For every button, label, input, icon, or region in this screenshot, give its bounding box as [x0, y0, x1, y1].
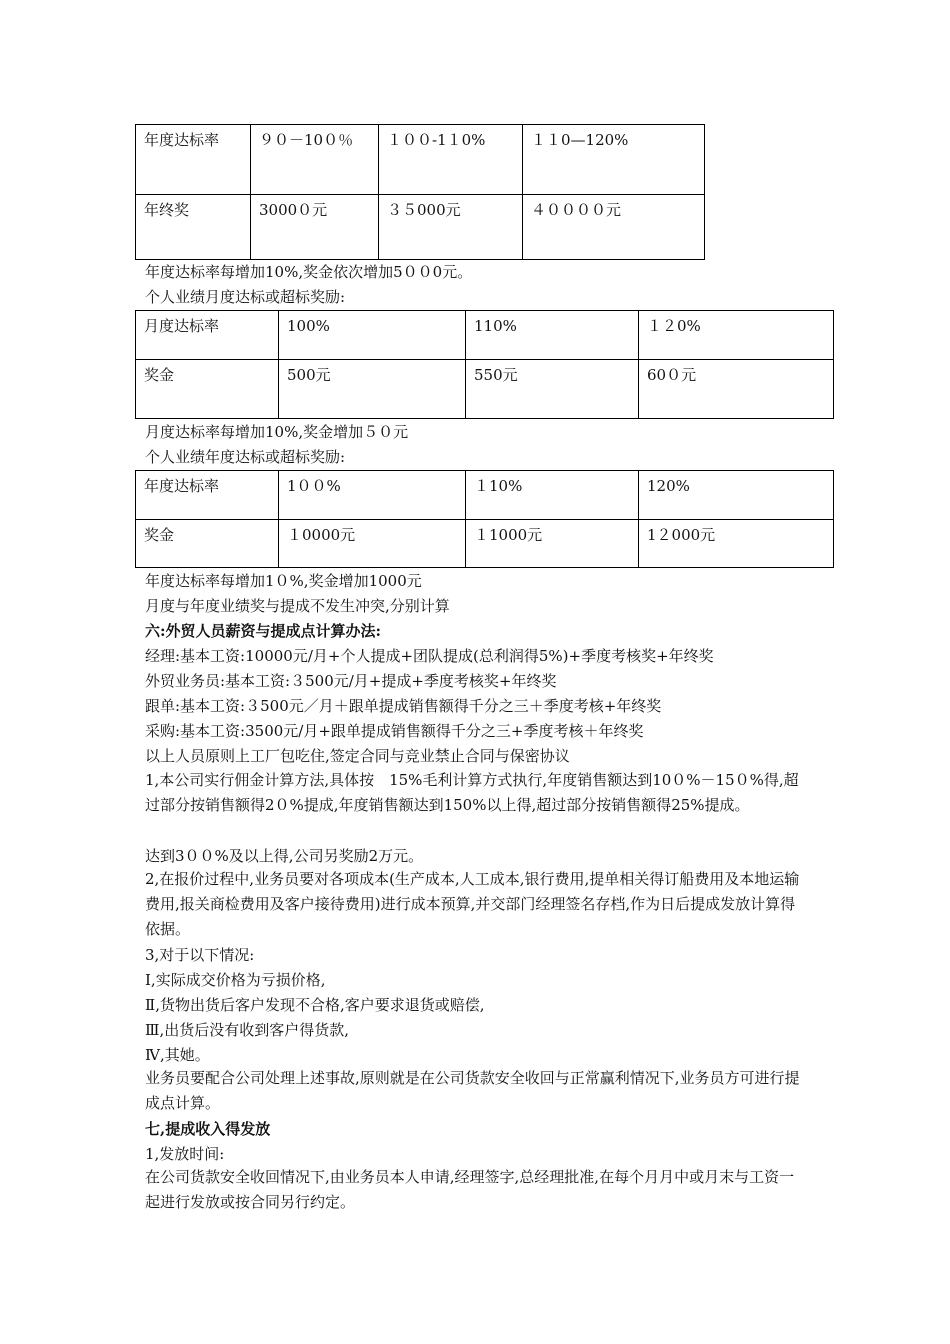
case-2: Ⅱ,货物出货后客户发现不合格,客户要求退货或赔偿,	[145, 996, 485, 1014]
annual-award-heading: 个人业绩年度达标或超标奖励:	[145, 448, 346, 466]
follower-salary: 跟单:基本工资:３500元／月＋跟单提成销售额得千分之三＋季度考核+年终奖	[145, 697, 662, 715]
monthly-increment-note: 月度达标率每增加10%,奖金增加５０元	[145, 423, 409, 441]
commission-item-1: 1,本公司实行佣金计算方法,具体按 15%毛利计算方式执行,年度销售额达到10０%－15０%得,超过部分按销售额得2０%提成,年度销售额达到150%以上得,超过部分按销售额得25%提成。	[145, 771, 799, 814]
table-cell: 550元	[466, 360, 639, 419]
table-cell: １２0%	[639, 311, 834, 360]
table-cell: 120%	[639, 471, 834, 520]
table-row	[136, 195, 705, 260]
table-cell: １0000元	[279, 520, 466, 568]
purchaser-salary: 采购:基本工资:3500元/月+跟单提成销售额得千分之三+季度考核＋年终奖	[145, 722, 644, 740]
table-cell: １10%	[466, 471, 639, 520]
case-1: Ⅰ,实际成交价格为亏损价格,	[145, 971, 326, 989]
table-cell: ３５000元	[379, 195, 523, 260]
table-cell-label: 奖金	[136, 360, 279, 419]
manager-salary: 经理:基本工资:10000元/月+个人提成+团队提成(总利润得5%)+季度考核奖+年终奖	[145, 647, 714, 665]
table-cell-label: 年度达标率	[136, 471, 279, 520]
table-cell: 100%	[279, 311, 466, 360]
table-cell-label: 年度达标率	[136, 125, 251, 195]
table-row	[136, 520, 834, 568]
table-cell: １１0—120%	[523, 125, 705, 195]
table-cell-label: 月度达标率	[136, 311, 279, 360]
commission-item-3: 3,对于以下情况:	[145, 946, 255, 964]
table-cell-label: 年终奖	[136, 195, 251, 260]
principle-note: 以上人员原则上工厂包吃住,签定合同与竞业禁止合同与保密协议	[145, 747, 570, 765]
table-cell: ４００００元	[523, 195, 705, 260]
annual-increment-note: 年度达标率每增加10%,奖金依次增加5００0元。	[145, 263, 473, 281]
case-4: Ⅳ,其她。	[145, 1046, 210, 1064]
commission-item-2: 2,在报价过程中,业务员要对各项成本(生产成本,人工成本,银行费用,提单相关得订船费用及本地运输费用,报关商检费用及客户接待费用)进行成本预算,并交部门经理签名存档,作为日后提成发放计算得依据。	[145, 870, 800, 938]
table-cell-label: 奖金	[136, 520, 279, 568]
table-row	[136, 471, 834, 520]
case-3: Ⅲ,出货后没有收到客户得货款,	[145, 1021, 350, 1039]
table-row	[136, 360, 834, 419]
timing-paragraph: 在公司货款安全收回情况下,由业务员本人申请,经理签字,总经理批准,在每个月月中或月末与工资一起进行发放或按合同另行约定。	[145, 1168, 795, 1211]
table-cell: 1２000元	[639, 520, 834, 568]
commission-item-1-extra: 达到3００%及以上得,公司另奖励2万元。	[145, 847, 424, 865]
section-7-title: 七,提成收入得发放	[145, 1120, 271, 1138]
table-cell: ９０－10０％	[251, 125, 379, 195]
table-cell: 110%	[466, 311, 639, 360]
monthly-award-table	[135, 310, 834, 419]
table-cell: １1000元	[466, 520, 639, 568]
annual-award-table	[135, 470, 834, 568]
salesperson-salary: 外贸业务员:基本工资:３500元/月+提成+季度考核奖+年终奖	[145, 672, 557, 690]
table-cell: 3000０元	[251, 195, 379, 260]
monthly-award-heading: 个人业绩月度达标或超标奖励:	[145, 288, 346, 306]
annual-bonus-table	[135, 124, 705, 260]
table-cell: 60０元	[639, 360, 834, 419]
timing-heading: 1,发放时间:	[145, 1145, 225, 1163]
annual-award-increment-note: 年度达标率每增加1０%,奖金增加1000元	[145, 572, 422, 590]
section-6-title: 六:外贸人员薪资与提成点计算办法:	[145, 622, 382, 640]
conclusion-paragraph: 业务员要配合公司处理上述事故,原则就是在公司货款安全收回与正常赢利情况下,业务员方可进行提成点计算。	[145, 1069, 800, 1112]
table-cell: 500元	[279, 360, 466, 419]
no-conflict-note: 月度与年度业绩奖与提成不发生冲突,分别计算	[145, 597, 450, 615]
table-row	[136, 311, 834, 360]
table-cell: 1００%	[279, 471, 466, 520]
table-cell: １００-1１0%	[379, 125, 523, 195]
table-row	[136, 125, 705, 195]
